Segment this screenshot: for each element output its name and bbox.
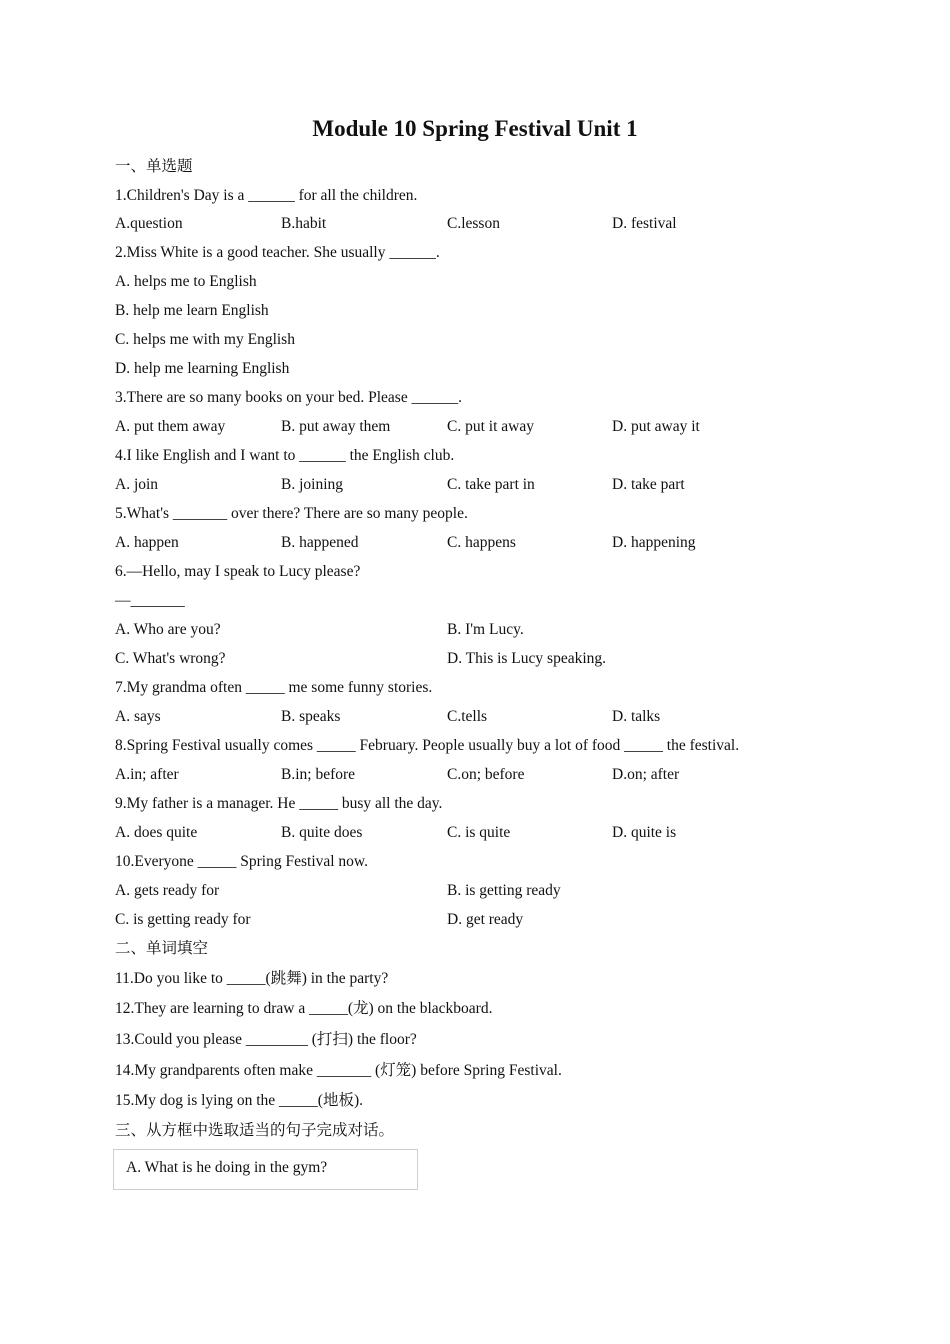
option-c: C. What's wrong?: [115, 650, 226, 667]
question-6-reply: —_______: [115, 592, 185, 609]
option-b: B. I'm Lucy.: [447, 621, 524, 638]
option-a: A. happen: [115, 534, 179, 551]
question-2-option-b: B. help me learn English: [115, 302, 269, 319]
question-2-option-c: C. helps me with my English: [115, 331, 295, 348]
question-6-stem: 6.—Hello, may I speak to Lucy please?: [115, 563, 361, 580]
fill-question-11: 11.Do you like to _____(跳舞) in the party?: [115, 970, 389, 987]
option-d: D. quite is: [612, 824, 677, 841]
question-3-stem: 3.There are so many books on your bed. Please ______.: [115, 389, 462, 406]
option-b: B. happened: [281, 534, 359, 551]
option-c: C. is quite: [447, 824, 511, 841]
option-a: A. join: [115, 476, 159, 493]
option-d: D. festival: [612, 215, 677, 232]
option-c: C. put it away: [447, 418, 534, 435]
question-2-option-d: D. help me learning English: [115, 360, 290, 377]
fill-question-15: 15.My dog is lying on the _____(地板).: [115, 1092, 363, 1109]
option-c: C. is getting ready for: [115, 911, 251, 928]
page-title: Module 10 Spring Festival Unit 1: [312, 116, 638, 141]
option-a: A. does quite: [115, 824, 198, 841]
option-d: D. talks: [612, 708, 661, 725]
section-heading-dialogue: 三、从方框中选取适当的句子完成对话。: [115, 1122, 395, 1139]
option-d: D. This is Lucy speaking.: [447, 650, 607, 667]
option-c: C. happens: [447, 534, 516, 551]
option-b: B. is getting ready: [447, 882, 561, 899]
option-d: D. take part: [612, 476, 685, 493]
option-b: B. quite does: [281, 824, 363, 841]
option-d: D.on; after: [612, 766, 680, 783]
option-b: B.in; before: [281, 766, 356, 783]
section-heading-single-choice: 一、单选题: [115, 158, 193, 175]
question-1-stem: 1.Children's Day is a ______ for all the children.: [115, 187, 418, 204]
option-d: D. put away it: [612, 418, 700, 435]
section-heading-word-fill: 二、单词填空: [115, 940, 209, 957]
option-c: C. take part in: [447, 476, 535, 493]
option-c: C.on; before: [447, 766, 525, 783]
question-9-stem: 9.My father is a manager. He _____ busy all the day.: [115, 795, 443, 812]
option-a: A. says: [115, 708, 161, 725]
question-8-stem: 8.Spring Festival usually comes _____ February. People usually buy a lot of food _____ the festival.: [115, 737, 740, 754]
fill-question-12: 12.They are learning to draw a _____(龙) on the blackboard.: [115, 1000, 493, 1017]
fill-question-14: 14.My grandparents often make _______ (灯笼) before Spring Festival.: [115, 1062, 562, 1079]
option-d: D. get ready: [447, 911, 524, 928]
option-c: C.tells: [447, 708, 488, 725]
option-a: A. Who are you?: [115, 621, 221, 638]
question-2-option-a: A. helps me to English: [115, 273, 257, 290]
question-4-stem: 4.I like English and I want to ______ the English club.: [115, 447, 455, 464]
question-10-stem: 10.Everyone _____ Spring Festival now.: [115, 853, 368, 870]
question-5-stem: 5.What's _______ over there? There are so many people.: [115, 505, 468, 522]
option-b: B. speaks: [281, 708, 341, 725]
option-a: A. gets ready for: [115, 882, 220, 899]
option-d: D. happening: [612, 534, 696, 551]
option-a: A.in; after: [115, 766, 179, 783]
option-b: B. joining: [281, 476, 344, 493]
sentence-option-a: A. What is he doing in the gym?: [126, 1159, 328, 1176]
question-7-stem: 7.My grandma often _____ me some funny stories.: [115, 679, 433, 696]
fill-question-13: 13.Could you please ________ (打扫) the floor?: [115, 1031, 417, 1048]
option-b: B.habit: [281, 215, 327, 232]
sentence-option-box: [113, 1149, 418, 1190]
option-a: A.question: [115, 215, 183, 232]
option-a: A. put them away: [115, 418, 226, 435]
option-c: C.lesson: [447, 215, 500, 232]
option-b: B. put away them: [281, 418, 391, 435]
question-2-stem: 2.Miss White is a good teacher. She usually ______.: [115, 244, 440, 261]
